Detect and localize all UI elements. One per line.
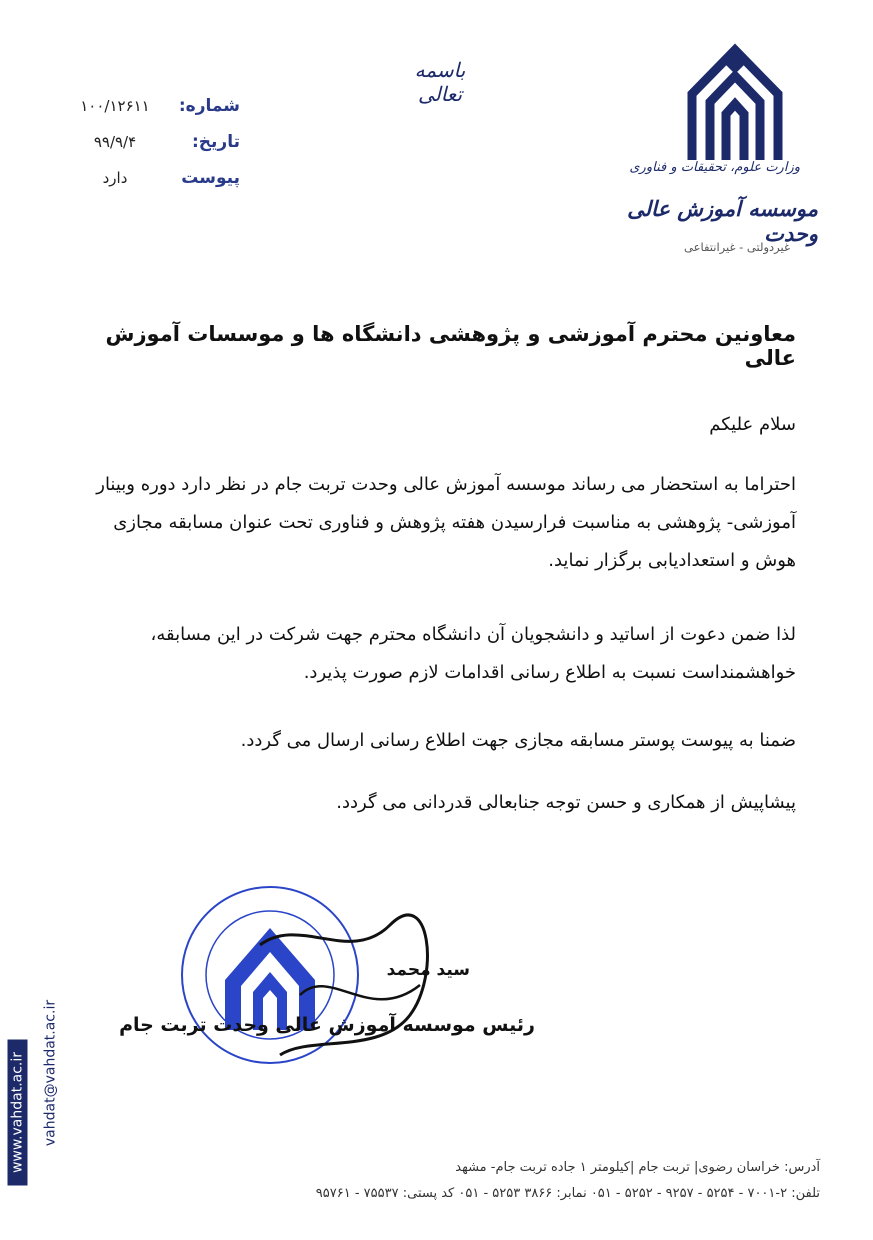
- email-link[interactable]: vahdat@vahdat.ac.ir: [42, 999, 59, 1147]
- number-value: ۱۰۰/۱۲۶۱۱: [80, 97, 150, 115]
- attachment-row: [50, 160, 240, 196]
- addressee: معاونین محترم آموزشی و پژوهشی دانشگاه ها و موسسات آموزش عالی: [105, 322, 796, 370]
- date-label: تاریخ:: [192, 132, 240, 152]
- greeting: سلام علیکم: [709, 414, 796, 435]
- signatory-name: سید محمد: [386, 960, 470, 980]
- institute-type: غیردولتی - غیرانتفاعی: [684, 240, 790, 254]
- date-value: ۹۹/۹/۴: [93, 133, 137, 151]
- footer-address: آدرس: خراسان رضوی| تربت جام |کیلومتر ۱ جاده تربت جام- مشهد: [455, 1160, 820, 1175]
- footer-phone: تلفن: ۲-۷۰۰۱ - ۵۲۵۴ - ۹۲۵۷ - ۵۲۵۲ - ۰۵۱ نمابر: ۳۸۶۶ ۵۲۵۳ - ۰۵۱ کد پستی: ۷۵۵۳۷ - ۹۵۷۶۱: [315, 1186, 820, 1201]
- number-row: [50, 88, 240, 124]
- attachment-value: دارد: [102, 169, 128, 187]
- basmala: باسمه تعالی: [414, 58, 466, 106]
- paragraph-4: پیشاپیش از همکاری و حسن توجه جنابعالی قدردانی می گردد.: [336, 792, 796, 813]
- paragraph-1: احتراما به استحضار می رساند موسسه آموزش عالی وحدت تربت جام در نظر دارد دوره وبینار آموزشی- پژوهشی به مناسبت فرارسیدن هفته پژوهش و فناوری تحت عنوان مسابقه مجازی هوش و استعدادیابی برگزار نماید.: [96, 474, 796, 571]
- institute-logo-icon: [684, 42, 786, 160]
- letter-meta: [50, 88, 240, 196]
- paragraph-3: ضمنا به پیوست پوستر مسابقه مجازی جهت اطلاع رسانی ارسال می گردد.: [240, 730, 796, 751]
- paragraph-2: لذا ضمن دعوت از اساتید و دانشجویان آن دانشگاه محترم جهت شرکت در این مسابقه، خواهشمنداست نسبت به اطلاع رسانی اقدامات لازم صورت پذیرد.: [150, 624, 796, 683]
- number-label: شماره:: [178, 96, 240, 116]
- attachment-label: پیوست: [181, 168, 240, 188]
- signatory-title: رئیس موسسه آموزش عالی وحدت تربت جام: [119, 1014, 535, 1036]
- date-row: [50, 124, 240, 160]
- handwritten-signature-icon: [240, 905, 460, 1065]
- website-link[interactable]: www.vahdat.ac.ir: [8, 1040, 28, 1186]
- website-strip: [7, 961, 29, 1186]
- ministry-name: وزارت علوم، تحقیقات و فناوری: [629, 160, 800, 175]
- institute-name: موسسه آموزش عالی وحدت: [627, 196, 818, 246]
